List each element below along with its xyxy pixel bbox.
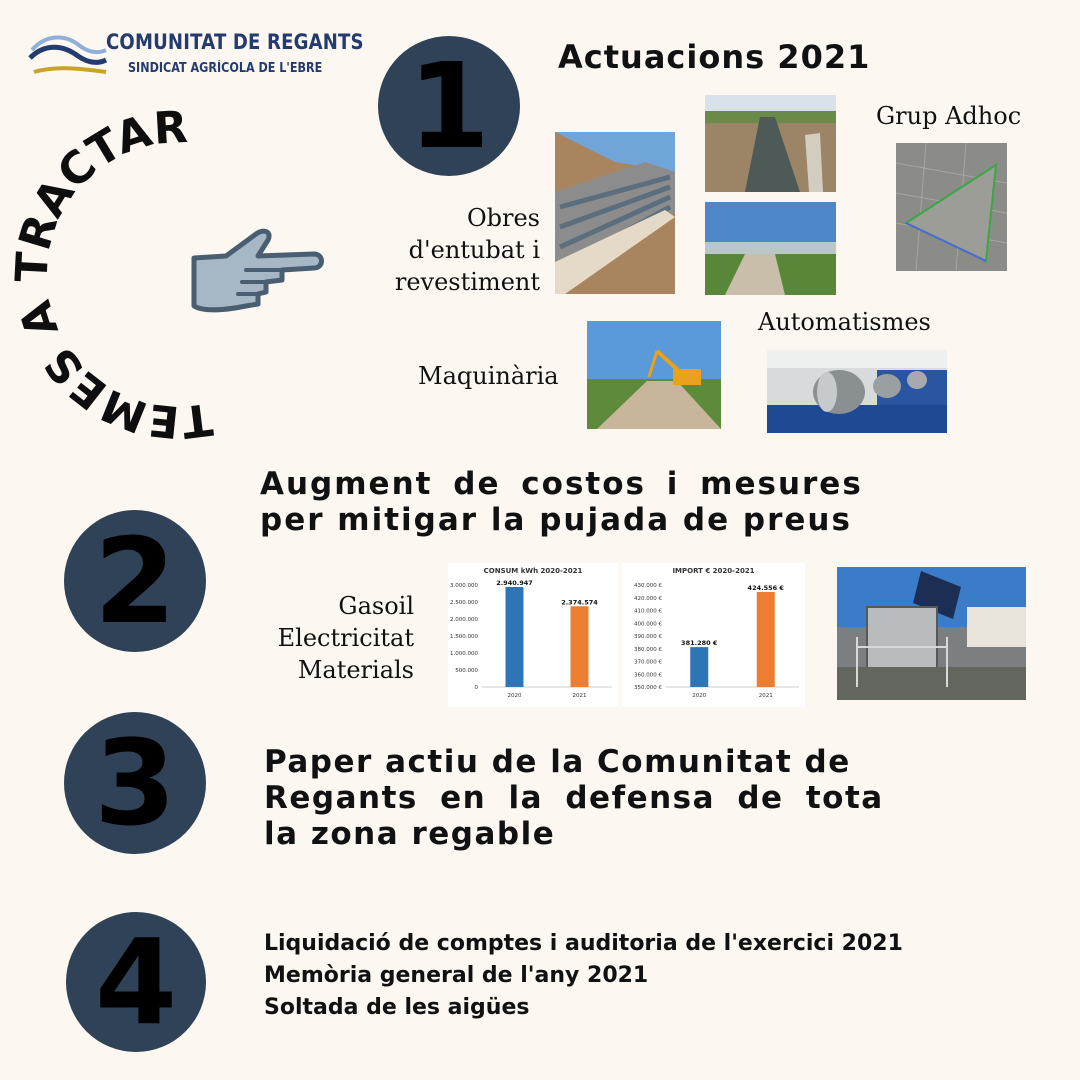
y-tick-label: 390.000 € (634, 634, 662, 640)
automatismes-label: Automatismes (758, 308, 931, 336)
bar-2021 (571, 606, 589, 687)
bar-2021 (757, 592, 775, 687)
pump-station-photo (837, 567, 1026, 700)
grup-adhoc-label: Grup Adhoc (876, 102, 1022, 130)
y-tick-label: 420.000 € (634, 595, 662, 602)
section-2-title: Augment de costos i mesures per mitigar la pujada de preus (260, 466, 863, 538)
pointing-hand-icon (186, 218, 326, 328)
y-tick-label: 500.000 (455, 668, 478, 674)
y-tick-label: 370.000 € (634, 659, 662, 666)
excavator-photo (587, 321, 721, 429)
section-4-line: Memòria general de l'any 2021 (264, 963, 649, 988)
y-tick-label: 400.000 € (634, 621, 662, 628)
canal-construction-photo (555, 132, 675, 294)
logo-subtitle: SINDICAT AGRÍCOLA DE L'EBRE (128, 61, 323, 76)
logo (28, 28, 108, 80)
y-tick-label: 2.500.000 (450, 600, 478, 606)
trench-photo (705, 95, 836, 192)
section-4-line: Liquidació de comptes i auditoria de l'exercici 2021 (264, 931, 903, 956)
side-title-text: TEMES A TRACTAR (6, 101, 216, 440)
number-2-badge: 2 (64, 510, 206, 652)
y-tick-label: 360.000 € (634, 672, 662, 679)
cost-items: Gasoil Electricitat Materials (277, 592, 414, 684)
bar-2020 (690, 647, 708, 687)
y-tick-label: 3.000.000 (450, 583, 478, 589)
x-tick-label: 2021 (758, 693, 773, 699)
motors-photo (767, 350, 947, 433)
maquinaria-label: Maquinària (418, 362, 559, 390)
data-label: 424.556 € (747, 583, 784, 592)
x-tick-label: 2020 (692, 693, 707, 699)
logo-title: COMUNITAT DE REGANTS (106, 30, 364, 54)
chart-title: IMPORT € 2020-2021 (672, 567, 755, 575)
consum-chart (448, 563, 618, 707)
y-tick-label: 1.000.000 (450, 651, 478, 657)
y-tick-label: 0 (474, 685, 478, 691)
section-4-line: Soltada de les aigües (264, 995, 530, 1020)
number-4-badge: 4 (66, 912, 206, 1052)
x-tick-label: 2020 (507, 693, 522, 699)
y-tick-label: 350.000 € (634, 685, 662, 691)
y-tick-label: 1.500.000 (450, 634, 478, 640)
y-tick-label: 380.000 € (634, 646, 662, 653)
obres-label: Obres d'entubat i revestiment (394, 204, 540, 296)
section-1-title: Actuacions 2021 (558, 38, 871, 76)
section-4-list (264, 928, 903, 1024)
import-chart-svg (622, 563, 805, 707)
data-label: 2.940.947 (496, 579, 533, 588)
logo-waves-icon (28, 28, 108, 80)
x-tick-label: 2021 (572, 693, 587, 699)
y-tick-label: 2.000.000 (450, 617, 478, 623)
number-1-badge: 1 (378, 36, 520, 176)
grup-adhoc-map (896, 143, 1007, 271)
section-3-title: Paper actiu de la Comunitat de Regants en la defensa de tota la zona regable (264, 744, 884, 852)
y-tick-label: 410.000 € (634, 608, 662, 615)
chart-title: CONSUM kWh 2020-2021 (483, 567, 583, 575)
y-tick-label: 430.000 € (634, 583, 662, 589)
consum-chart-svg (448, 563, 618, 707)
bar-2020 (506, 587, 524, 687)
import-chart (622, 563, 805, 707)
data-label: 381.280 € (681, 639, 718, 648)
lined-canal-photo (705, 202, 836, 295)
data-label: 2.374.574 (561, 598, 598, 607)
number-3-badge: 3 (64, 712, 206, 854)
